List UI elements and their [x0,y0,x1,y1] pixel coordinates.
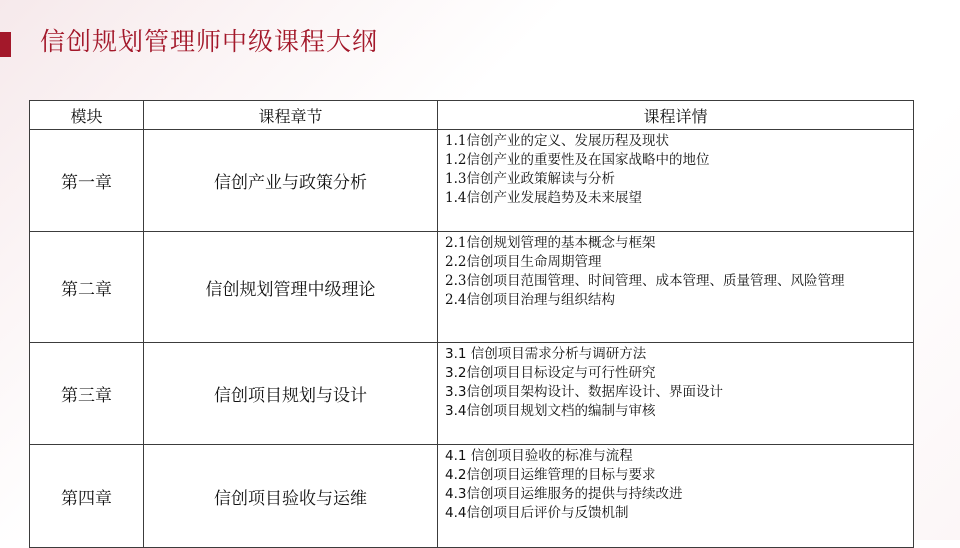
detail-item: 2.3信创项目范围管理、时间管理、成本管理、质量管理、风险管理 [445,273,845,289]
details-cell [438,445,914,548]
chapter-cell: 信创产业与政策分析 [144,130,438,232]
table-row [30,130,914,232]
page-title: 信创规划管理师中级课程大纲 [40,27,379,56]
detail-item: 1.2信创产业的重要性及在国家战略中的地位 [445,152,710,168]
table-header-row [30,101,914,130]
detail-item: 3.1 信创项目需求分析与调研方法 [445,346,647,362]
header-chapter: 课程章节 [144,101,438,130]
detail-item: 1.3信创产业政策解读与分析 [445,171,615,187]
detail-item: 2.1信创规划管理的基本概念与框架 [445,235,656,251]
detail-item: 4.4信创项目后评价与反馈机制 [445,505,629,521]
header-details: 课程详情 [438,101,914,130]
detail-item: 1.4信创产业发展趋势及未来展望 [445,190,642,206]
details-cell [438,343,914,445]
module-cell: 第二章 [30,232,144,343]
details-cell [438,130,914,232]
detail-item: 4.1 信创项目验收的标准与流程 [445,448,633,464]
detail-item: 4.3信创项目运维服务的提供与持续改进 [445,486,683,502]
detail-item: 4.2信创项目运维管理的目标与要求 [445,467,656,483]
table-row [30,232,914,343]
detail-item: 2.4信创项目治理与组织结构 [445,292,615,308]
title-accent-bar [0,32,11,57]
module-cell: 第一章 [30,130,144,232]
header-module: 模块 [30,101,144,130]
chapter-cell: 信创规划管理中级理论 [144,232,438,343]
detail-item: 3.4信创项目规划文档的编制与审核 [445,403,656,419]
chapter-cell: 信创项目规划与设计 [144,343,438,445]
table-row [30,445,914,548]
syllabus-table [29,100,914,548]
module-cell: 第四章 [30,445,144,548]
chapter-cell: 信创项目验收与运维 [144,445,438,548]
detail-item: 3.2信创项目目标设定与可行性研究 [445,365,656,381]
detail-item: 2.2信创项目生命周期管理 [445,254,602,270]
detail-item: 3.3信创项目架构设计、数据库设计、界面设计 [445,384,723,400]
details-cell [438,232,914,343]
table-row [30,343,914,445]
detail-item: 1.1信创产业的定义、发展历程及现状 [445,133,669,149]
module-cell: 第三章 [30,343,144,445]
